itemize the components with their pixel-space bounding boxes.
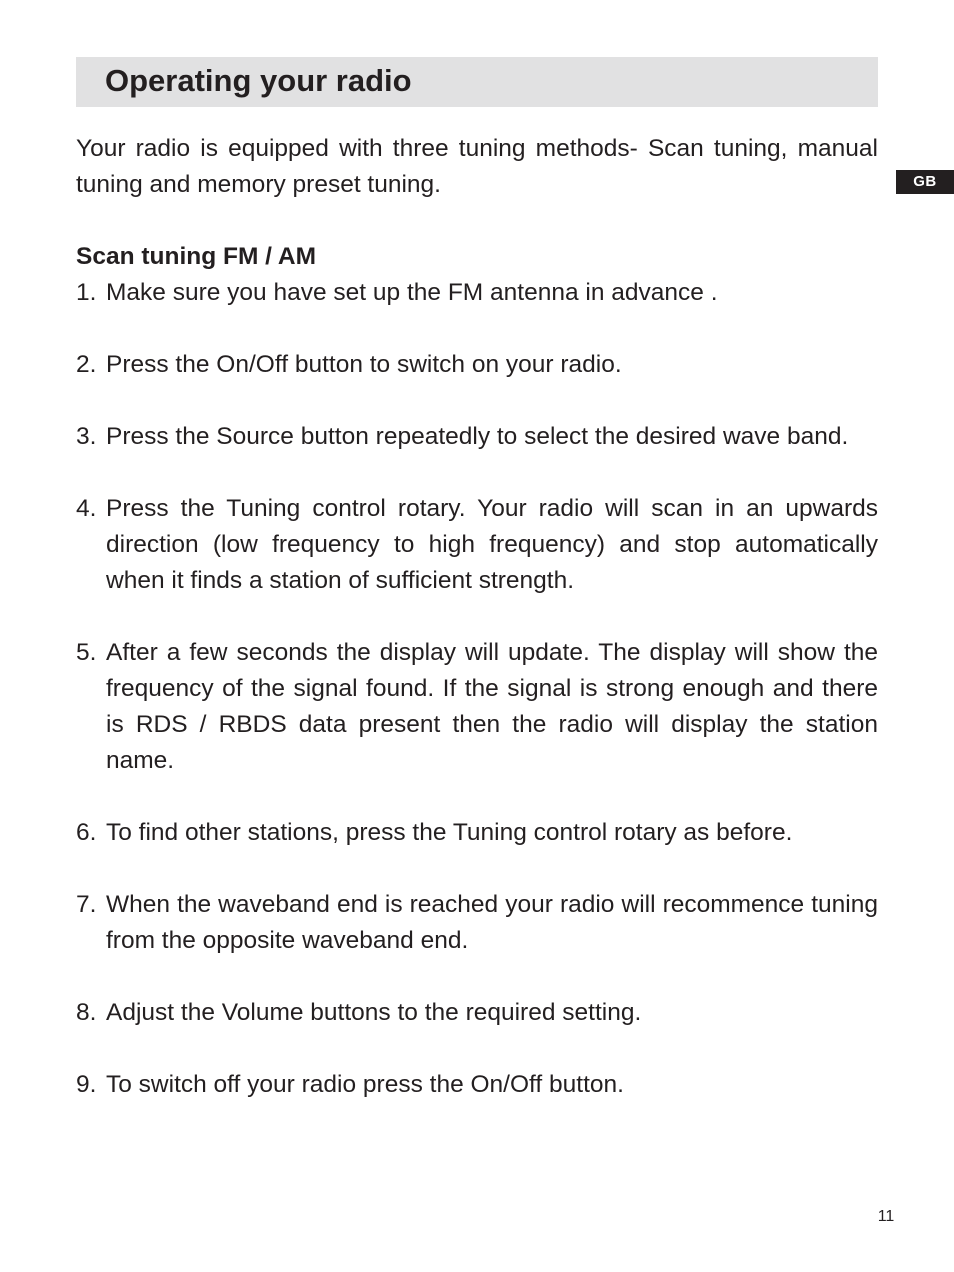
step-text: When the waveband end is reached your radio will recommence tuning from the opposite waveband end. (106, 891, 878, 954)
title-bar (76, 57, 878, 107)
list-item (76, 635, 878, 779)
step-number: 9. (76, 1071, 97, 1098)
language-tab: GB (896, 170, 954, 194)
list-item (76, 995, 878, 1031)
step-number: 3. (76, 423, 97, 450)
list-item (76, 347, 878, 383)
list-item (76, 815, 878, 851)
step-number: 5. (76, 639, 97, 666)
step-number: 2. (76, 351, 97, 378)
step-text: Make sure you have set up the FM antenna in advance . (106, 279, 718, 306)
step-text: After a few seconds the display will update. The display will show the frequency of the signal found. If the signal is strong enough and there is RDS / RBDS data present then the radio will display the station name. (106, 639, 878, 774)
step-text: To find other stations, press the Tuning control rotary as before. (106, 819, 793, 846)
page-title: Operating your radio (105, 63, 412, 98)
list-item (76, 275, 878, 311)
step-text: Press the Tuning control rotary. Your radio will scan in an upwards direction (low frequency to high frequency) and stop automatically when it finds a station of sufficient strength. (106, 495, 878, 594)
step-text: Press the Source button repeatedly to select the desired wave band. (106, 423, 849, 450)
list-item (76, 419, 878, 455)
step-text: Press the On/Off button to switch on your radio. (106, 351, 622, 378)
step-number: 4. (76, 495, 97, 522)
section-heading: Scan tuning FM / AM (76, 243, 316, 270)
list-item (76, 491, 878, 599)
list-item (76, 887, 878, 959)
step-text: Adjust the Volume buttons to the required setting. (106, 999, 642, 1026)
intro-paragraph: Your radio is equipped with three tuning methods- Scan tuning, manual tuning and memory preset tuning. (76, 135, 878, 198)
steps-list (76, 275, 878, 1139)
page-number: 11 (877, 1208, 895, 1225)
step-number: 1. (76, 279, 97, 306)
list-item (76, 1067, 878, 1103)
step-number: 7. (76, 891, 97, 918)
step-text: To switch off your radio press the On/Off button. (106, 1071, 624, 1098)
step-number: 6. (76, 819, 97, 846)
step-number: 8. (76, 999, 97, 1026)
